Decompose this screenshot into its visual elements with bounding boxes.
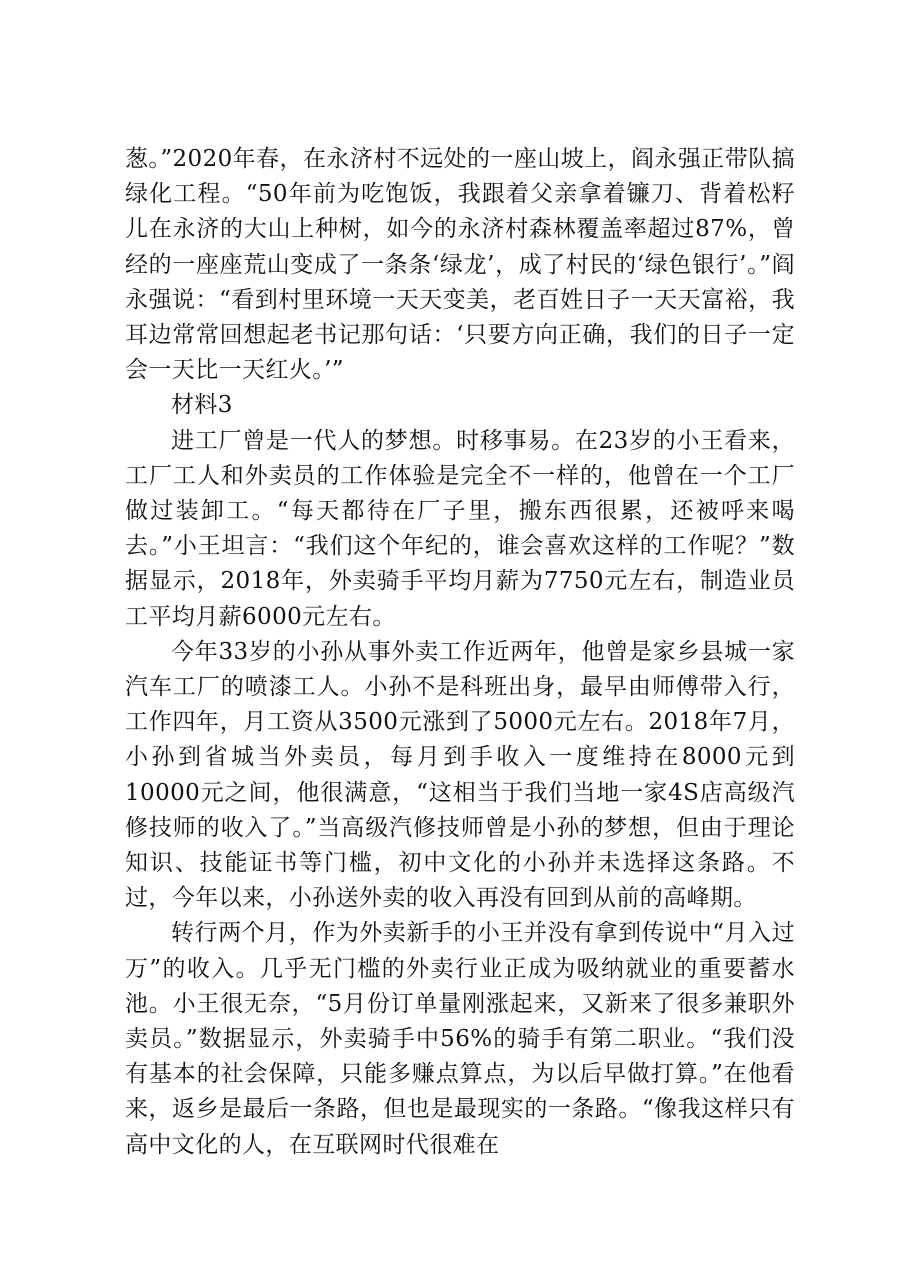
paragraph-xiao-wang: 转行两个月，作为外卖新手的小王并没有拿到传说中“月入过万”的收入。几乎无门槛的外卖行业正成为吸纳就业的重要蓄水池。小王很无奈，“5月份订单量刚涨起来，又新来了很多兼职外卖员。”数据显示，外卖骑手中56%的骑手有第二职业。“我们没有基本的社会保障，只能多赚点算点，为以后早做打算。”在他看来，返乡是最后一条路，但也是最现实的一条路。“像我这样只有高中文化的人，在互联网时代很难在 xyxy=(125,920,795,1158)
paragraph-factory-vs-delivery: 进工厂曾是一代人的梦想。时移事易。在23岁的小王看来，工厂工人和外卖员的工作体验是完全不一样的，他曾在一个工厂做过装卸工。“每天都待在厂子里，搬东西很累，还被呼来喝去。”小王坦言：“我们这个年纪的，谁会喜欢这样的工作呢？”数据显示，2018年，外卖骑手平均月薪为7750元左右，制造业员工平均月薪6000元左右。 xyxy=(125,427,795,630)
paragraph-continued: 葱。”2020年春，在永济村不远处的一座山坡上，阎永强正带队搞绿化工程。“50年前为吃饱饭，我跟着父亲拿着镰刀、背着松籽儿在永济的大山上种树，如今的永济村森林覆盖率超过87%，曾经的一座座荒山变成了一条条‘绿龙’，成了村民的‘绿色银行’。”阎永强说：“看到村里环境一天天变美，老百姓日子一天天富裕，我耳边常常回想起老书记那句话：‘只要方向正确，我们的日子一定会一天比一天红火。’” xyxy=(125,146,795,384)
document-body xyxy=(125,142,795,1163)
section-heading-material-3: 材料3 xyxy=(171,392,233,419)
paragraph-xiao-sun: 今年33岁的小孙从事外卖工作近两年，他曾是家乡县城一家汽车工厂的喷漆工人。小孙不是科班出身，最早由师傅带入行，工作四年，月工资从3500元涨到了5000元左右。2018年7月，小孙到省城当外卖员，每月到手收入一度维持在8000元到10000元之间，他很满意，“这相当于我们当地一家4S店高级汽修技师的收入了。”当高级汽修技师曾是小孙的梦想，但由于理论知识、技能证书等门槛，初中文化的小孙并未选择这条路。不过，今年以来，小孙送外卖的收入再没有回到从前的高峰期。 xyxy=(125,638,795,912)
